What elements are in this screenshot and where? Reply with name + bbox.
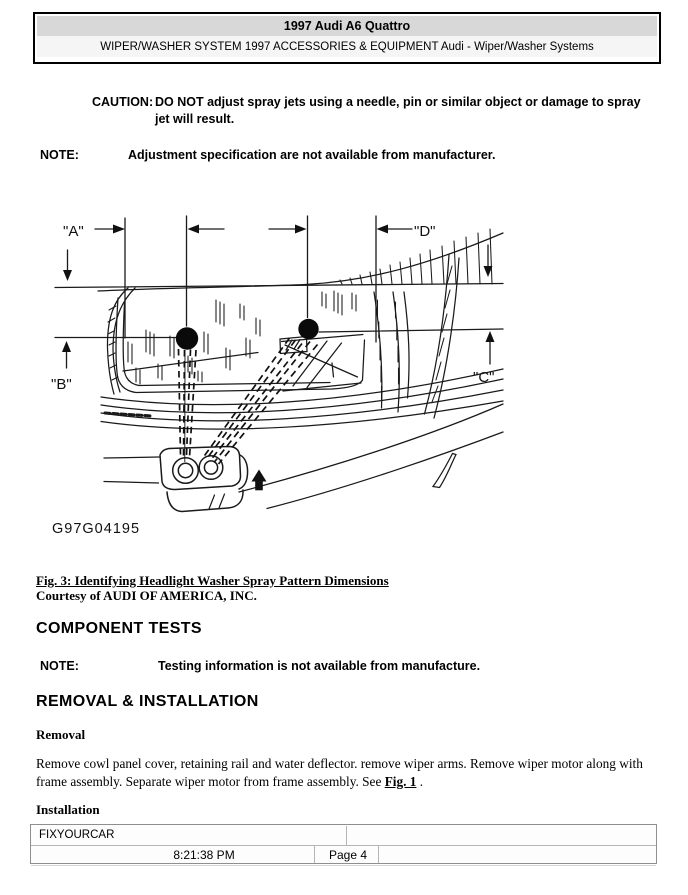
removal-text: Remove cowl panel cover, retaining rail and water deflector. remove wiper arms. Remove wiper motor along with frame assembly. Separate wiper motor from frame assembly. See [36, 756, 643, 789]
document-header [33, 12, 661, 64]
figure-image-code: G97G04195 [52, 521, 141, 537]
footer-app-name: FIXYOURCAR [39, 829, 115, 841]
note-text: Testing information is not available from manufacture. [158, 659, 481, 673]
car-front-art [98, 229, 503, 509]
footer-row-divider [31, 845, 656, 846]
nozzle-pointer-arrow [252, 470, 267, 491]
dimension-label-d: "D" [414, 223, 436, 240]
figure-courtesy: Courtesy of AUDI OF AMERICA, INC. [36, 588, 257, 603]
dimension-lines [125, 216, 376, 342]
removal-text-tail: . [416, 773, 424, 789]
caution-label: CAUTION: [92, 95, 154, 109]
note-label: NOTE: [40, 659, 79, 673]
vehicle-title: 1997 Audi A6 Quattro [37, 16, 657, 36]
heading-component-tests: COMPONENT TESTS [36, 620, 203, 637]
subheading-removal: Removal [36, 727, 86, 742]
section-subtitle: WIPER/WASHER SYSTEM 1997 ACCESSORIES & EQUIPMENT Audi - Wiper/Washer Systems [37, 36, 657, 57]
dimension-label-a: "A" [63, 223, 84, 240]
footer-cell-divider [314, 846, 315, 863]
footer-page-number: Page 4 [328, 848, 368, 862]
removal-paragraph [36, 755, 650, 790]
footer-cell-divider [346, 826, 347, 845]
page-footer [30, 824, 657, 864]
spray-pattern-diagram [50, 198, 520, 548]
subheading-installation: Installation [36, 802, 100, 817]
figure-caption: Fig. 3: Identifying Headlight Washer Spray Pattern Dimensions [36, 573, 389, 588]
spray-impact-points [176, 319, 319, 350]
note-text: Adjustment specification are not available from manufacturer. [128, 148, 496, 162]
footer-timestamp: 8:21:38 PM [173, 848, 235, 862]
heading-removal-installation: REMOVAL & INSTALLATION [36, 693, 259, 710]
dimension-label-c: "C" [473, 369, 495, 386]
dimension-label-b: "B" [51, 376, 72, 393]
fig-1-link[interactable]: Fig. 1 [384, 773, 417, 789]
note-label: NOTE: [40, 148, 79, 162]
caution-text: DO NOT adjust spray jets using a needle, pin or similar object or damage to spray jet will result. [155, 95, 641, 126]
washer-nozzle [160, 447, 248, 512]
